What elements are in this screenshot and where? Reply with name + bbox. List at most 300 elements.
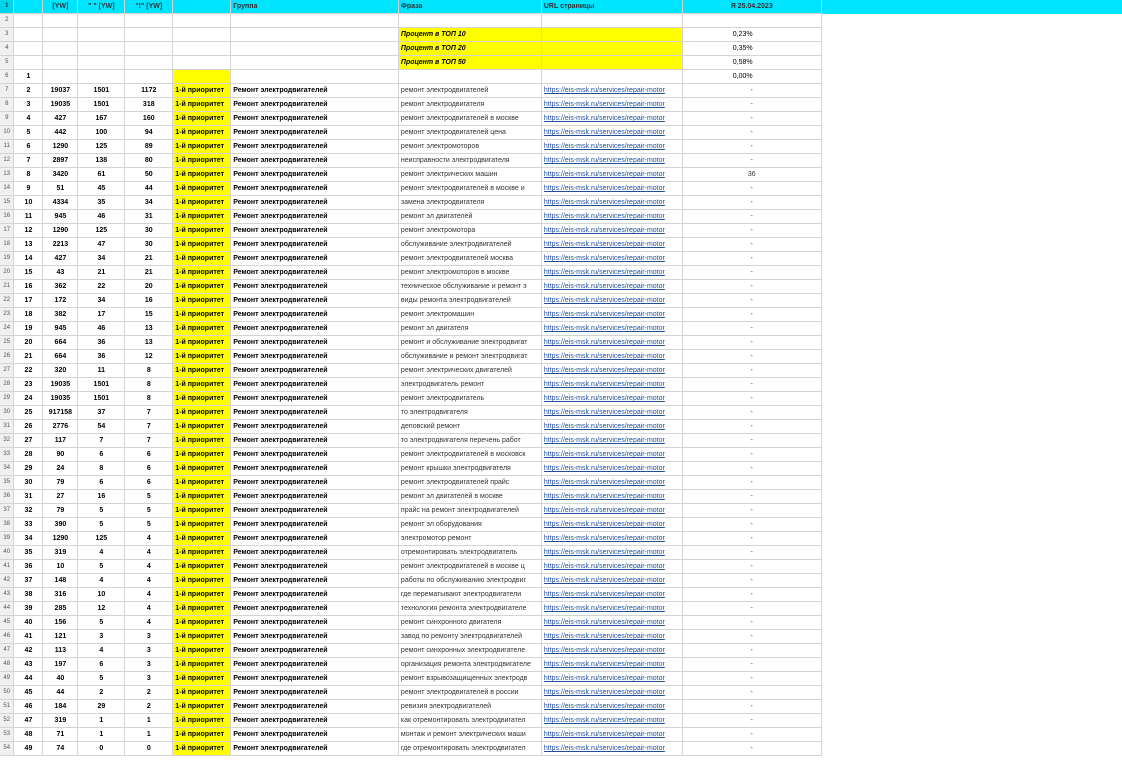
priority-cell[interactable]: 1-й приоритет: [173, 224, 231, 238]
row-index[interactable]: 24: [14, 392, 43, 406]
exact-frequency[interactable]: 8: [125, 392, 173, 406]
phrase-cell[interactable]: ремонт электродвигателей москва: [398, 252, 541, 266]
ws-frequency[interactable]: 90: [43, 448, 78, 462]
quoted-frequency[interactable]: 4: [78, 644, 125, 658]
url-link[interactable]: https://eis-msk.ru/services/repair-motor: [541, 686, 682, 700]
url-link[interactable]: https://eis-msk.ru/services/repair-motor: [541, 280, 682, 294]
position-cell[interactable]: -: [682, 448, 821, 462]
phrase-cell[interactable]: ремонт электродвигателей в россии: [398, 686, 541, 700]
exact-frequency[interactable]: 7: [125, 420, 173, 434]
quoted-frequency[interactable]: 4: [78, 546, 125, 560]
ws-frequency[interactable]: 664: [43, 350, 78, 364]
priority-cell[interactable]: 1-й приоритет: [173, 462, 231, 476]
row-number[interactable]: 46: [0, 630, 14, 644]
url-link[interactable]: https://eis-msk.ru/services/repair-motor: [541, 98, 682, 112]
column-header[interactable]: [173, 0, 231, 14]
group-cell[interactable]: Ремонт электродвигателей: [231, 140, 399, 154]
url-link[interactable]: https://eis-msk.ru/services/repair-motor: [541, 574, 682, 588]
phrase-cell[interactable]: ремонт электродвигателей в москве: [398, 112, 541, 126]
exact-frequency[interactable]: 318: [125, 98, 173, 112]
phrase-cell[interactable]: ревизия электродвигателей: [398, 700, 541, 714]
position-cell[interactable]: -: [682, 336, 821, 350]
row-number[interactable]: 23: [0, 308, 14, 322]
phrase-cell[interactable]: ремонт электродвигателей в московск: [398, 448, 541, 462]
row-index[interactable]: 6: [14, 140, 43, 154]
phrase-cell[interactable]: организация ремонта электродвигателе: [398, 658, 541, 672]
priority-cell[interactable]: 1-й приоритет: [173, 658, 231, 672]
row-number[interactable]: 35: [0, 476, 14, 490]
quoted-frequency[interactable]: 6: [78, 658, 125, 672]
priority-cell[interactable]: 1-й приоритет: [173, 126, 231, 140]
group-cell[interactable]: Ремонт электродвигателей: [231, 126, 399, 140]
column-header[interactable]: [YW]: [43, 0, 78, 14]
url-link[interactable]: https://eis-msk.ru/services/repair-motor: [541, 196, 682, 210]
cell[interactable]: [43, 56, 78, 70]
group-cell[interactable]: Ремонт электродвигателей: [231, 616, 399, 630]
row-number[interactable]: 29: [0, 392, 14, 406]
priority-cell[interactable]: 1-й приоритет: [173, 448, 231, 462]
phrase-cell[interactable]: монтаж и ремонт электрических маши: [398, 728, 541, 742]
cell[interactable]: [541, 28, 682, 42]
row-index[interactable]: 29: [14, 462, 43, 476]
url-link[interactable]: https://eis-msk.ru/services/repair-motor: [541, 140, 682, 154]
url-link[interactable]: https://eis-msk.ru/services/repair-motor: [541, 154, 682, 168]
exact-frequency[interactable]: 4: [125, 560, 173, 574]
ws-frequency[interactable]: 51: [43, 182, 78, 196]
position-cell[interactable]: -: [682, 728, 821, 742]
summary-value[interactable]: 0,35%: [682, 42, 821, 56]
priority-cell[interactable]: 1-й приоритет: [173, 140, 231, 154]
cell[interactable]: [14, 14, 43, 28]
row-number[interactable]: 17: [0, 224, 14, 238]
priority-cell[interactable]: 1-й приоритет: [173, 252, 231, 266]
cell[interactable]: [43, 28, 78, 42]
ws-frequency[interactable]: 382: [43, 308, 78, 322]
priority-cell[interactable]: 1-й приоритет: [173, 714, 231, 728]
group-cell[interactable]: Ремонт электродвигателей: [231, 588, 399, 602]
priority-cell[interactable]: 1-й приоритет: [173, 728, 231, 742]
priority-cell[interactable]: 1-й приоритет: [173, 532, 231, 546]
position-cell[interactable]: -: [682, 350, 821, 364]
url-link[interactable]: https://eis-msk.ru/services/repair-motor: [541, 392, 682, 406]
phrase-cell[interactable]: ремонт синхронного двигателя: [398, 616, 541, 630]
row-number[interactable]: 15: [0, 196, 14, 210]
priority-cell[interactable]: 1-й приоритет: [173, 616, 231, 630]
phrase-cell[interactable]: электродвигатель ремонт: [398, 378, 541, 392]
position-cell[interactable]: -: [682, 406, 821, 420]
exact-frequency[interactable]: 44: [125, 182, 173, 196]
row-number[interactable]: 20: [0, 266, 14, 280]
phrase-cell[interactable]: ремонт электродвигателей цена: [398, 126, 541, 140]
ws-frequency[interactable]: 197: [43, 658, 78, 672]
quoted-frequency[interactable]: 7: [78, 434, 125, 448]
phrase-cell[interactable]: ремонт электромоторов в москве: [398, 266, 541, 280]
url-link[interactable]: https://eis-msk.ru/services/repair-motor: [541, 126, 682, 140]
row-number[interactable]: 54: [0, 742, 14, 756]
position-cell[interactable]: -: [682, 504, 821, 518]
row-number[interactable]: 3: [0, 28, 14, 42]
cell[interactable]: [173, 14, 231, 28]
ws-frequency[interactable]: 1290: [43, 224, 78, 238]
exact-frequency[interactable]: 3: [125, 672, 173, 686]
row-index[interactable]: 30: [14, 476, 43, 490]
ws-frequency[interactable]: 945: [43, 322, 78, 336]
row-number[interactable]: 26: [0, 350, 14, 364]
group-cell[interactable]: Ремонт электродвигателей: [231, 350, 399, 364]
url-link[interactable]: https://eis-msk.ru/services/repair-motor: [541, 742, 682, 756]
cell[interactable]: [14, 56, 43, 70]
row-index[interactable]: 46: [14, 700, 43, 714]
exact-frequency[interactable]: 4: [125, 616, 173, 630]
phrase-cell[interactable]: ремонт и обслуживание электродвигат: [398, 336, 541, 350]
row-index[interactable]: 20: [14, 336, 43, 350]
cell[interactable]: [125, 28, 173, 42]
group-cell[interactable]: Ремонт электродвигателей: [231, 294, 399, 308]
row-index[interactable]: 45: [14, 686, 43, 700]
phrase-cell[interactable]: ремонт электродвигателей прайс: [398, 476, 541, 490]
url-link[interactable]: https://eis-msk.ru/services/repair-motor: [541, 644, 682, 658]
quoted-frequency[interactable]: 8: [78, 462, 125, 476]
phrase-cell[interactable]: электромотор ремонт: [398, 532, 541, 546]
priority-cell[interactable]: 1-й приоритет: [173, 280, 231, 294]
position-cell[interactable]: -: [682, 140, 821, 154]
position-cell[interactable]: -: [682, 266, 821, 280]
priority-cell[interactable]: 1-й приоритет: [173, 742, 231, 756]
cell[interactable]: [682, 14, 821, 28]
row-number[interactable]: 22: [0, 294, 14, 308]
priority-cell[interactable]: 1-й приоритет: [173, 546, 231, 560]
row-number[interactable]: 48: [0, 658, 14, 672]
row-index[interactable]: 11: [14, 210, 43, 224]
quoted-frequency[interactable]: 36: [78, 350, 125, 364]
priority-cell[interactable]: 1-й приоритет: [173, 392, 231, 406]
cell[interactable]: [541, 56, 682, 70]
row-number[interactable]: 12: [0, 154, 14, 168]
row-index[interactable]: 21: [14, 350, 43, 364]
group-cell[interactable]: Ремонт электродвигателей: [231, 462, 399, 476]
exact-frequency[interactable]: 21: [125, 266, 173, 280]
quoted-frequency[interactable]: 1501: [78, 392, 125, 406]
quoted-frequency[interactable]: 1: [78, 714, 125, 728]
exact-frequency[interactable]: 30: [125, 224, 173, 238]
group-cell[interactable]: Ремонт электродвигателей: [231, 406, 399, 420]
priority-cell[interactable]: 1-й приоритет: [173, 182, 231, 196]
group-cell[interactable]: Ремонт электродвигателей: [231, 728, 399, 742]
priority-cell[interactable]: 1-й приоритет: [173, 504, 231, 518]
position-cell[interactable]: -: [682, 112, 821, 126]
exact-frequency[interactable]: 80: [125, 154, 173, 168]
priority-cell[interactable]: 1-й приоритет: [173, 294, 231, 308]
cell[interactable]: [398, 14, 541, 28]
ws-frequency[interactable]: 121: [43, 630, 78, 644]
priority-cell[interactable]: 1-й приоритет: [173, 336, 231, 350]
ws-frequency[interactable]: 156: [43, 616, 78, 630]
phrase-cell[interactable]: замена электродвигателя: [398, 196, 541, 210]
ws-frequency[interactable]: 319: [43, 546, 78, 560]
phrase-cell[interactable]: ремонт электромашин: [398, 308, 541, 322]
group-cell[interactable]: Ремонт электродвигателей: [231, 476, 399, 490]
row-number[interactable]: 18: [0, 238, 14, 252]
exact-frequency[interactable]: 12: [125, 350, 173, 364]
position-cell[interactable]: -: [682, 476, 821, 490]
cell[interactable]: [173, 70, 231, 84]
group-cell[interactable]: Ремонт электродвигателей: [231, 392, 399, 406]
exact-frequency[interactable]: 1172: [125, 84, 173, 98]
quoted-frequency[interactable]: 5: [78, 616, 125, 630]
url-link[interactable]: https://eis-msk.ru/services/repair-motor: [541, 700, 682, 714]
exact-frequency[interactable]: 4: [125, 588, 173, 602]
position-cell[interactable]: 36: [682, 168, 821, 182]
ws-frequency[interactable]: 442: [43, 126, 78, 140]
group-cell[interactable]: Ремонт электродвигателей: [231, 84, 399, 98]
quoted-frequency[interactable]: 54: [78, 420, 125, 434]
phrase-cell[interactable]: то электродвигателя перечень работ: [398, 434, 541, 448]
position-cell[interactable]: -: [682, 574, 821, 588]
ws-frequency[interactable]: 172: [43, 294, 78, 308]
group-cell[interactable]: Ремонт электродвигателей: [231, 210, 399, 224]
position-cell[interactable]: -: [682, 252, 821, 266]
row-number[interactable]: 44: [0, 602, 14, 616]
row-number[interactable]: 43: [0, 588, 14, 602]
cell[interactable]: [14, 28, 43, 42]
priority-cell[interactable]: 1-й приоритет: [173, 560, 231, 574]
row-number[interactable]: 4: [0, 42, 14, 56]
row-index[interactable]: 48: [14, 728, 43, 742]
row-index[interactable]: 36: [14, 560, 43, 574]
priority-cell[interactable]: 1-й приоритет: [173, 686, 231, 700]
row-number[interactable]: 50: [0, 686, 14, 700]
ws-frequency[interactable]: 917158: [43, 406, 78, 420]
row-index[interactable]: 12: [14, 224, 43, 238]
ws-frequency[interactable]: 1290: [43, 140, 78, 154]
group-cell[interactable]: Ремонт электродвигателей: [231, 448, 399, 462]
position-cell[interactable]: -: [682, 364, 821, 378]
priority-cell[interactable]: 1-й приоритет: [173, 420, 231, 434]
quoted-frequency[interactable]: 11: [78, 364, 125, 378]
url-link[interactable]: https://eis-msk.ru/services/repair-motor: [541, 406, 682, 420]
phrase-cell[interactable]: ремонт взрывозащищенных электродв: [398, 672, 541, 686]
exact-frequency[interactable]: 21: [125, 252, 173, 266]
exact-frequency[interactable]: 0: [125, 742, 173, 756]
phrase-cell[interactable]: ремонт эл двигателей: [398, 210, 541, 224]
priority-cell[interactable]: 1-й приоритет: [173, 434, 231, 448]
column-header[interactable]: "!" [YW]: [125, 0, 173, 14]
group-cell[interactable]: Ремонт электродвигателей: [231, 168, 399, 182]
row-index[interactable]: 9: [14, 182, 43, 196]
quoted-frequency[interactable]: 4: [78, 574, 125, 588]
position-cell[interactable]: -: [682, 560, 821, 574]
ws-frequency[interactable]: 74: [43, 742, 78, 756]
group-cell[interactable]: Ремонт электродвигателей: [231, 686, 399, 700]
row-number[interactable]: 8: [0, 98, 14, 112]
row-index[interactable]: 26: [14, 420, 43, 434]
cell[interactable]: [78, 56, 125, 70]
group-cell[interactable]: Ремонт электродвигателей: [231, 252, 399, 266]
group-cell[interactable]: Ремонт электродвигателей: [231, 196, 399, 210]
url-link[interactable]: https://eis-msk.ru/services/repair-motor: [541, 168, 682, 182]
ws-frequency[interactable]: 362: [43, 280, 78, 294]
cell[interactable]: [398, 70, 541, 84]
ws-frequency[interactable]: 79: [43, 504, 78, 518]
phrase-cell[interactable]: ремонт электрических машин: [398, 168, 541, 182]
position-cell[interactable]: -: [682, 392, 821, 406]
phrase-cell[interactable]: обслуживание и ремонт электродвигат: [398, 350, 541, 364]
priority-cell[interactable]: 1-й приоритет: [173, 672, 231, 686]
url-link[interactable]: https://eis-msk.ru/services/repair-motor: [541, 364, 682, 378]
phrase-cell[interactable]: ремонт синхронных электродвигателе: [398, 644, 541, 658]
exact-frequency[interactable]: 5: [125, 490, 173, 504]
url-link[interactable]: https://eis-msk.ru/services/repair-motor: [541, 294, 682, 308]
priority-cell[interactable]: 1-й приоритет: [173, 322, 231, 336]
position-cell[interactable]: -: [682, 98, 821, 112]
url-link[interactable]: https://eis-msk.ru/services/repair-motor: [541, 434, 682, 448]
quoted-frequency[interactable]: 37: [78, 406, 125, 420]
url-link[interactable]: https://eis-msk.ru/services/repair-motor: [541, 560, 682, 574]
position-value[interactable]: 0,00%: [682, 70, 821, 84]
ws-frequency[interactable]: 427: [43, 252, 78, 266]
quoted-frequency[interactable]: 29: [78, 700, 125, 714]
row-number[interactable]: 27: [0, 364, 14, 378]
row-number[interactable]: 10: [0, 126, 14, 140]
row-index[interactable]: 43: [14, 658, 43, 672]
exact-frequency[interactable]: 1: [125, 714, 173, 728]
ws-frequency[interactable]: 19035: [43, 378, 78, 392]
group-cell[interactable]: Ремонт электродвигателей: [231, 336, 399, 350]
phrase-cell[interactable]: ремонт электродвигателей в москве ц: [398, 560, 541, 574]
cell[interactable]: [78, 28, 125, 42]
exact-frequency[interactable]: 89: [125, 140, 173, 154]
exact-frequency[interactable]: 34: [125, 196, 173, 210]
cell[interactable]: [78, 70, 125, 84]
row-number[interactable]: 13: [0, 168, 14, 182]
phrase-cell[interactable]: ремонт электромотора: [398, 224, 541, 238]
url-link[interactable]: https://eis-msk.ru/services/repair-motor: [541, 672, 682, 686]
phrase-cell[interactable]: то электродвигателя: [398, 406, 541, 420]
ws-frequency[interactable]: 427: [43, 112, 78, 126]
exact-frequency[interactable]: 15: [125, 308, 173, 322]
quoted-frequency[interactable]: 3: [78, 630, 125, 644]
priority-cell[interactable]: 1-й приоритет: [173, 112, 231, 126]
position-cell[interactable]: -: [682, 742, 821, 756]
exact-frequency[interactable]: 2: [125, 700, 173, 714]
row-index[interactable]: 38: [14, 588, 43, 602]
row-index[interactable]: 37: [14, 574, 43, 588]
url-link[interactable]: https://eis-msk.ru/services/repair-motor: [541, 238, 682, 252]
ws-frequency[interactable]: 945: [43, 210, 78, 224]
quoted-frequency[interactable]: 1501: [78, 378, 125, 392]
row-number[interactable]: 7: [0, 84, 14, 98]
priority-cell[interactable]: 1-й приоритет: [173, 364, 231, 378]
cell[interactable]: [231, 70, 399, 84]
url-link[interactable]: https://eis-msk.ru/services/repair-motor: [541, 420, 682, 434]
ws-frequency[interactable]: 19035: [43, 98, 78, 112]
quoted-frequency[interactable]: 17: [78, 308, 125, 322]
quoted-frequency[interactable]: 21: [78, 266, 125, 280]
row-index[interactable]: 27: [14, 434, 43, 448]
group-cell[interactable]: Ремонт электродвигателей: [231, 154, 399, 168]
url-link[interactable]: https://eis-msk.ru/services/repair-motor: [541, 490, 682, 504]
priority-cell[interactable]: 1-й приоритет: [173, 574, 231, 588]
priority-cell[interactable]: 1-й приоритет: [173, 238, 231, 252]
row-index[interactable]: 42: [14, 644, 43, 658]
priority-cell[interactable]: 1-й приоритет: [173, 196, 231, 210]
exact-frequency[interactable]: 3: [125, 658, 173, 672]
phrase-cell[interactable]: где перематывают электродвигатели: [398, 588, 541, 602]
quoted-frequency[interactable]: 125: [78, 532, 125, 546]
ws-frequency[interactable]: 71: [43, 728, 78, 742]
ws-frequency[interactable]: 2776: [43, 420, 78, 434]
row-index[interactable]: 41: [14, 630, 43, 644]
phrase-cell[interactable]: ремонт эл оборудования: [398, 518, 541, 532]
exact-frequency[interactable]: 8: [125, 364, 173, 378]
row-index[interactable]: 19: [14, 322, 43, 336]
row-number[interactable]: 51: [0, 700, 14, 714]
quoted-frequency[interactable]: 16: [78, 490, 125, 504]
row-index[interactable]: 7: [14, 154, 43, 168]
row-index[interactable]: 2: [14, 84, 43, 98]
row-number[interactable]: 11: [0, 140, 14, 154]
cell[interactable]: [125, 56, 173, 70]
url-link[interactable]: https://eis-msk.ru/services/repair-motor: [541, 112, 682, 126]
ws-frequency[interactable]: 40: [43, 672, 78, 686]
phrase-cell[interactable]: завод по ремонту электродвигателей: [398, 630, 541, 644]
position-cell[interactable]: -: [682, 700, 821, 714]
summary-label[interactable]: Процент в ТОП 20: [398, 42, 541, 56]
phrase-cell[interactable]: технология ремонта электродвигателе: [398, 602, 541, 616]
priority-cell[interactable]: 1-й приоритет: [173, 700, 231, 714]
row-number[interactable]: 45: [0, 616, 14, 630]
row-index[interactable]: 28: [14, 448, 43, 462]
position-cell[interactable]: -: [682, 658, 821, 672]
exact-frequency[interactable]: 6: [125, 448, 173, 462]
quoted-frequency[interactable]: 34: [78, 252, 125, 266]
row-number[interactable]: 21: [0, 280, 14, 294]
exact-frequency[interactable]: 7: [125, 406, 173, 420]
position-cell[interactable]: -: [682, 672, 821, 686]
url-link[interactable]: https://eis-msk.ru/services/repair-motor: [541, 602, 682, 616]
summary-label[interactable]: Процент в ТОП 10: [398, 28, 541, 42]
phrase-cell[interactable]: ремонт электродвигателя: [398, 98, 541, 112]
row-index[interactable]: 23: [14, 378, 43, 392]
cell[interactable]: [231, 56, 399, 70]
cell[interactable]: [541, 14, 682, 28]
group-cell[interactable]: Ремонт электродвигателей: [231, 644, 399, 658]
group-cell[interactable]: Ремонт электродвигателей: [231, 630, 399, 644]
url-link[interactable]: https://eis-msk.ru/services/repair-motor: [541, 308, 682, 322]
exact-frequency[interactable]: 94: [125, 126, 173, 140]
ws-frequency[interactable]: 19037: [43, 84, 78, 98]
exact-frequency[interactable]: 13: [125, 336, 173, 350]
priority-cell[interactable]: 1-й приоритет: [173, 308, 231, 322]
row-index[interactable]: 32: [14, 504, 43, 518]
quoted-frequency[interactable]: 5: [78, 504, 125, 518]
cell[interactable]: [173, 56, 231, 70]
exact-frequency[interactable]: 5: [125, 518, 173, 532]
row-number[interactable]: 1: [0, 0, 14, 14]
phrase-cell[interactable]: ремонт электродвигателей: [398, 84, 541, 98]
group-cell[interactable]: Ремонт электродвигателей: [231, 224, 399, 238]
url-link[interactable]: https://eis-msk.ru/services/repair-motor: [541, 546, 682, 560]
exact-frequency[interactable]: 160: [125, 112, 173, 126]
position-cell[interactable]: -: [682, 238, 821, 252]
url-link[interactable]: https://eis-msk.ru/services/repair-motor: [541, 322, 682, 336]
priority-cell[interactable]: 1-й приоритет: [173, 490, 231, 504]
exact-frequency[interactable]: 50: [125, 168, 173, 182]
cell[interactable]: [231, 42, 399, 56]
row-number[interactable]: 52: [0, 714, 14, 728]
row-number[interactable]: 28: [0, 378, 14, 392]
position-cell[interactable]: -: [682, 630, 821, 644]
